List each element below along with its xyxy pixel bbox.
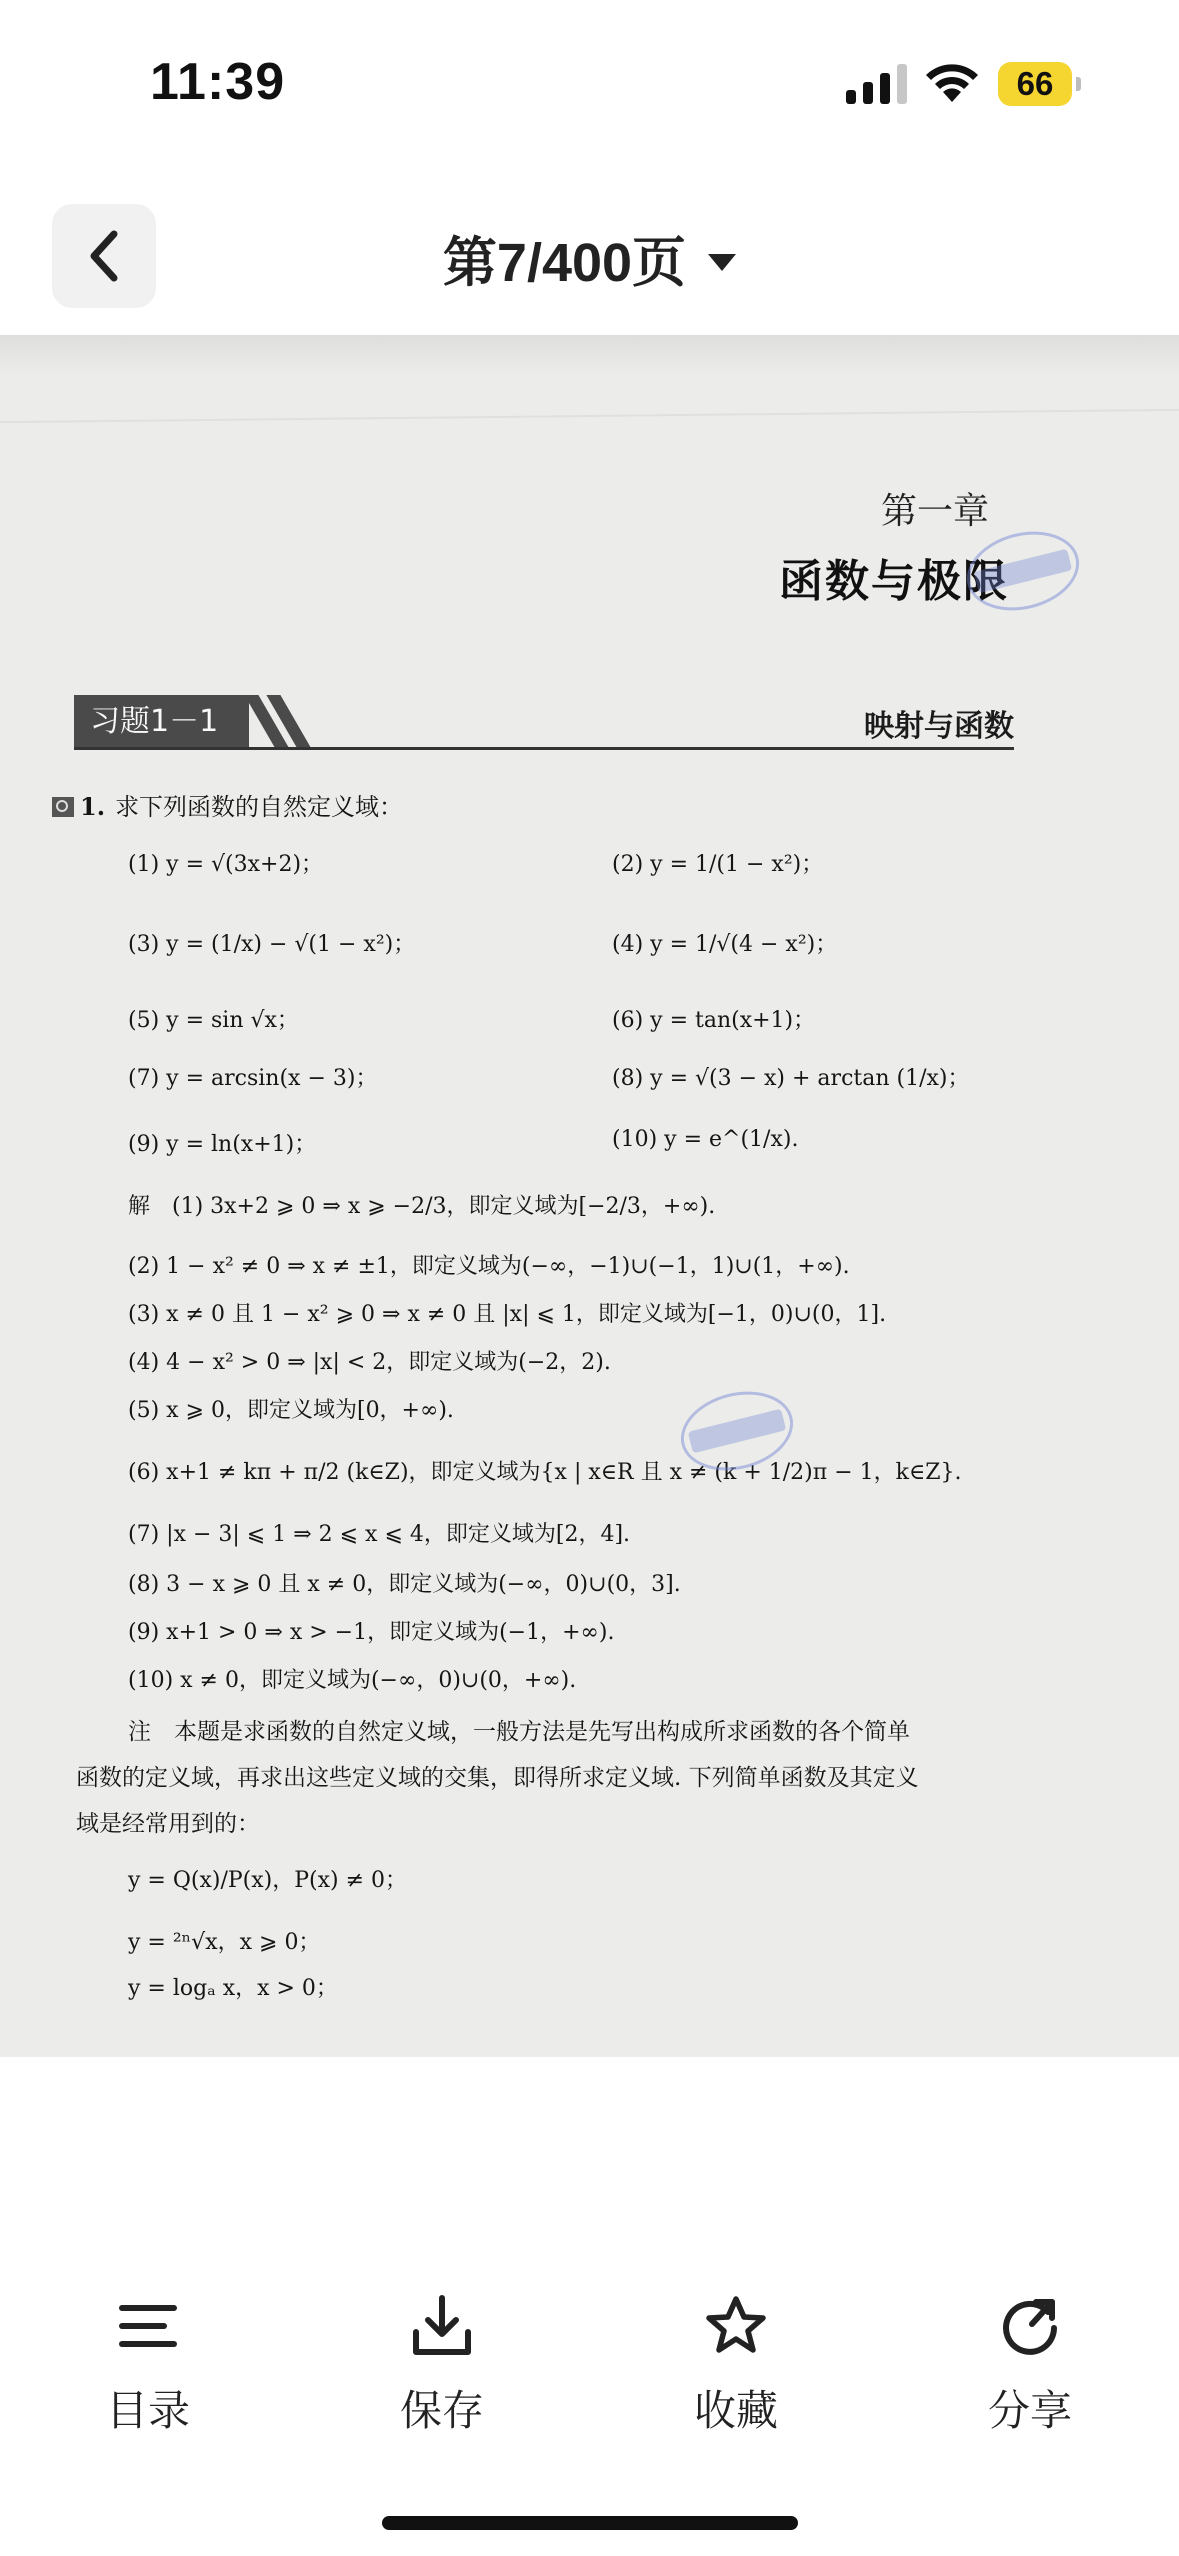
caret-down-icon [708,254,736,271]
solution-line: (6) x+1 ≠ kπ + π/2 (k∈Z)，即定义域为{x | x∈R 且 x ≠ (k + 1/2)π − 1，k∈Z}. [128,1460,962,1485]
status-time: 11:39 [150,53,286,111]
solution-line: (2) 1 − x² ≠ 0 ⇒ x ≠ ±1，即定义域为(−∞，−1)∪(−1，1)∪(1，+∞). [128,1254,850,1279]
page-fold-line [0,409,1179,423]
exercise-item: (10) y = e^(1/x). [612,1127,799,1152]
share-label: 分享 [987,2386,1072,2435]
exercise-item: (7) y = arcsin(x − 3)； [128,1066,378,1091]
solution-line: (4) 4 − x² > 0 ⇒ |x| < 2，即定义域为(−2，2). [128,1350,611,1375]
document-page[interactable] [0,335,1179,2057]
favorite-button[interactable] [636,2270,836,2450]
page-edge [0,335,1179,375]
exercise-item: (2) y = 1/(1 − x²)； [612,852,824,877]
note-line: 函数的定义域，再求出这些定义域的交集，即得所求定义域. 下列简单函数及其定义 [76,1765,919,1791]
solution-line: (3) x ≠ 0 且 1 − x² ⩾ 0 ⇒ x ≠ 0 且 |x| ⩽ 1，即定义域为[−1，0)∪(0，1]. [128,1302,887,1327]
status-bar [0,0,1179,170]
exercise-item: (5) y = sin √x； [128,1008,299,1033]
solution-line: (7) |x − 3| ⩽ 1 ⇒ 2 ⩽ x ⩽ 4，即定义域为[2，4]. [128,1522,631,1547]
solution-line: (5) x ⩾ 0，即定义域为[0，+∞). [128,1398,454,1423]
exercise-item: (9) y = ln(x+1)； [128,1132,317,1157]
section-name: 映射与函数 [864,709,1014,744]
note-line: 注 本题是求函数的自然定义域，一般方法是先写出构成所求函数的各个简单 [128,1719,910,1745]
wifi-icon [924,62,980,104]
star-icon [704,2294,768,2358]
download-icon [410,2294,474,2358]
section-banner [74,695,1014,751]
problem-number: 1. [80,792,106,821]
nav-bar [0,200,1179,330]
share-button[interactable] [930,2270,1130,2450]
bottom-toolbar [0,2270,1179,2470]
page-label: 第7/400页 [442,233,687,293]
save-label: 保存 [399,2386,484,2435]
section-rule [74,747,1014,750]
problem-text: 求下列函数的自然定义域： [115,793,404,821]
formula-line: y = logₐ x，x > 0； [128,1976,338,2001]
toc-label: 目录 [105,2386,190,2435]
solution-line: 解 (1) 3x+2 ⩾ 0 ⇒ x ⩾ −2/3，即定义域为[−2/3，+∞). [128,1194,716,1219]
chapter-number: 第一章 [880,491,989,532]
exercise-item: (6) y = tan(x+1)； [612,1008,816,1033]
section-tag: 习题1－1 [74,695,249,749]
solution-line: (8) 3 − x ⩾ 0 且 x ≠ 0，即定义域为(−∞，0)∪(0，3]. [128,1572,681,1597]
exercise-item: (1) y = √(3x+2)； [128,852,324,877]
magnifier-icon [52,797,74,817]
exercise-item: (8) y = √(3 − x) + arctan (1/x)； [612,1066,970,1091]
solution-line: (10) x ≠ 0，即定义域为(−∞，0)∪(0，+∞). [128,1668,577,1693]
chapter-title: 函数与极限 [779,556,1009,607]
share-icon [998,2294,1062,2358]
battery-level: 66 [998,62,1072,106]
problem-heading [52,787,403,822]
battery-icon [998,62,1082,106]
solution-line: (9) x+1 > 0 ⇒ x > −1，即定义域为(−1，+∞). [128,1620,615,1645]
battery-cap [1076,77,1081,91]
formula-line: y = ²ⁿ√x，x ⩾ 0； [128,1930,321,1955]
page-selector[interactable] [0,220,1179,297]
exercise-item: (4) y = 1/√(4 − x²)； [612,932,838,957]
signal-icon [846,64,908,104]
home-indicator[interactable] [382,2516,798,2530]
exercise-item: (3) y = (1/x) − √(1 − x²)； [128,932,416,957]
note-line: 域是经常用到的： [76,1811,260,1837]
formula-line: y = Q(x)/P(x)，P(x) ≠ 0； [128,1868,408,1893]
save-button[interactable] [342,2270,542,2450]
toc-button[interactable] [48,2270,248,2450]
list-icon [116,2294,180,2358]
favorite-label: 收藏 [693,2386,778,2435]
